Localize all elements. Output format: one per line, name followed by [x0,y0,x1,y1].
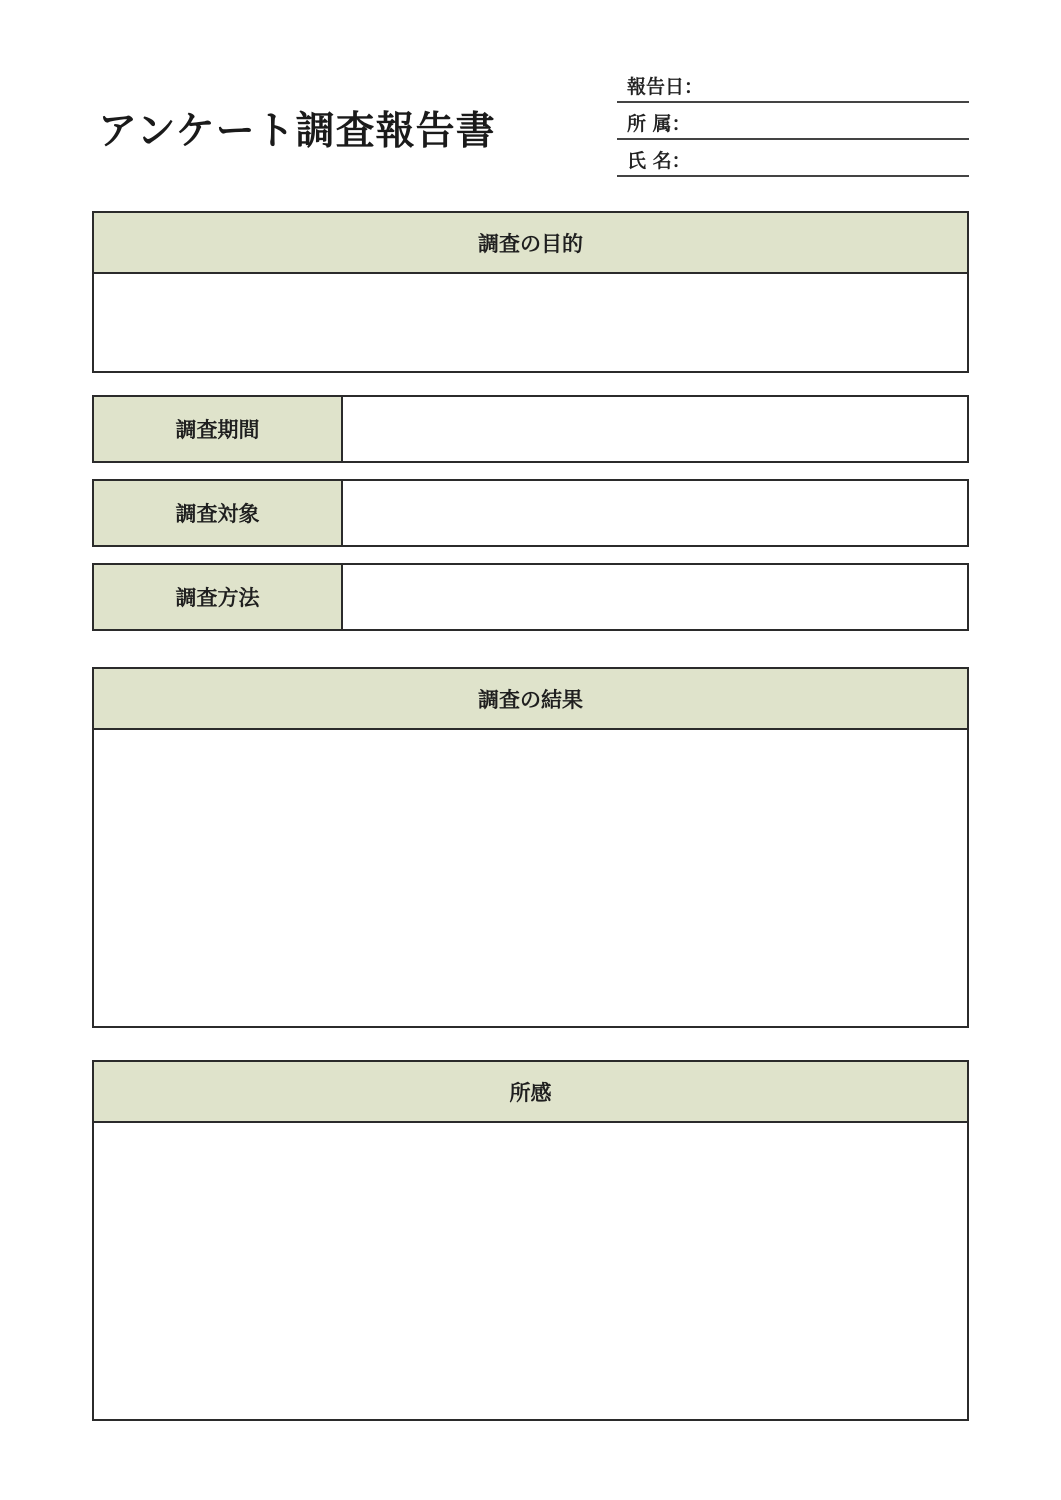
method-field[interactable] [343,565,967,629]
impression-textarea[interactable] [94,1123,967,1419]
purpose-textarea[interactable] [94,274,967,371]
impression-heading: 所感 [94,1062,967,1123]
affiliation-label: 所 属： [627,113,691,135]
affiliation-row [617,103,969,140]
method-label: 調査方法 [94,565,343,629]
affiliation-field[interactable] [695,110,969,136]
result-heading: 調査の結果 [94,669,967,730]
name-field[interactable] [695,147,969,173]
name-label: 氏 名： [627,150,691,172]
target-label: 調査対象 [94,481,343,545]
method-row [92,563,969,631]
report-date-field[interactable] [707,73,969,99]
page-title: アンケート調査報告書 [98,109,496,154]
period-row [92,395,969,463]
name-row [617,140,969,177]
meta-block [617,66,969,177]
target-row [92,479,969,547]
impression-section [92,1060,969,1421]
target-field[interactable] [343,481,967,545]
result-textarea[interactable] [94,730,967,1026]
period-field[interactable] [343,397,967,461]
report-date-row [617,66,969,103]
report-date-label: 報告日： [627,76,704,98]
period-label: 調査期間 [94,397,343,461]
purpose-section [92,211,969,373]
result-section [92,667,969,1028]
purpose-heading: 調査の目的 [94,213,967,274]
